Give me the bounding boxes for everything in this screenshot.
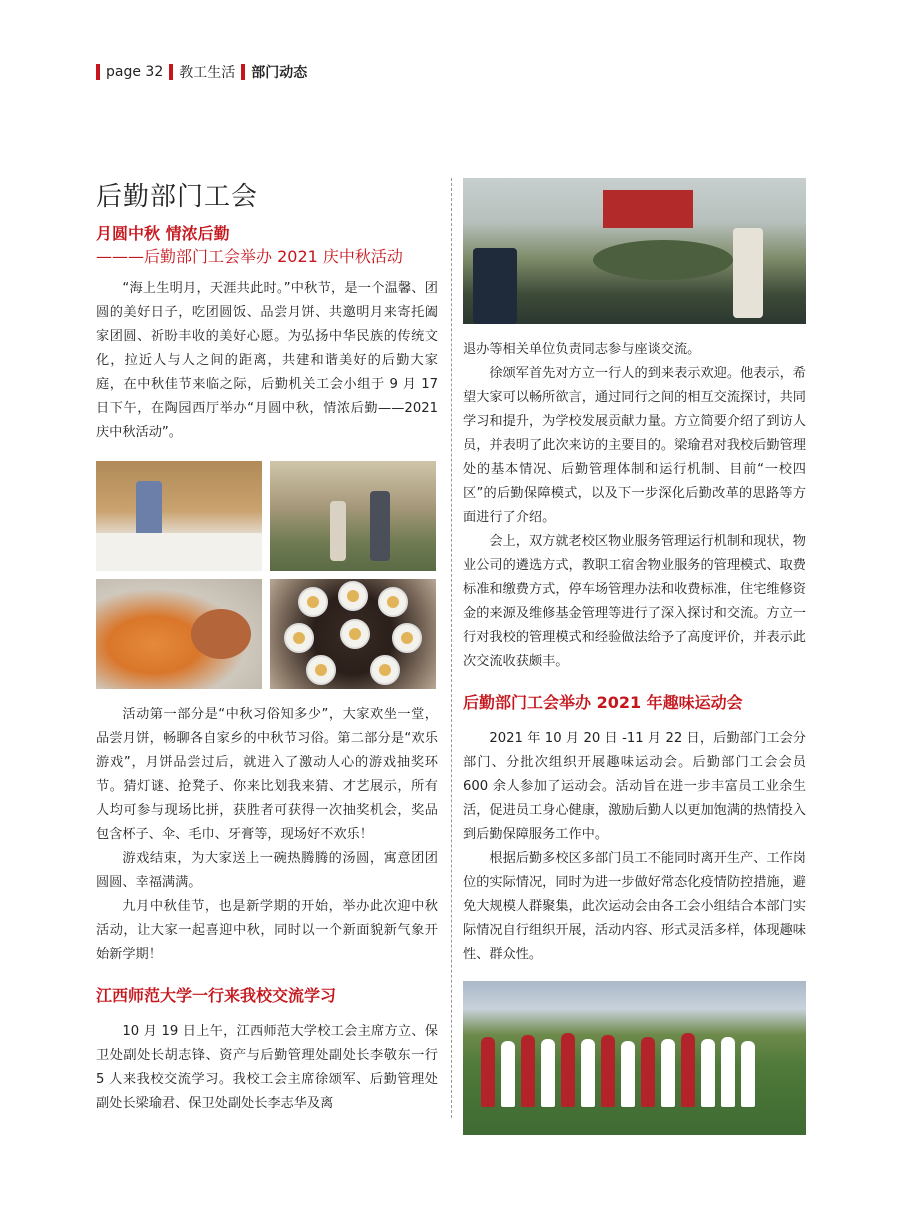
- figure-shape: [370, 491, 390, 561]
- article-heading: 后勤部门工会举办 2021 年趣味运动会: [463, 693, 743, 712]
- person-shape: [701, 1039, 715, 1107]
- bowl-shape: [298, 587, 328, 617]
- paragraph: 根据后勤多校区多部门员工不能同时离开生产、工作岗位的实际情况，同时为进一步做好常态化疫情防控措施，避免大规模人群聚集，此次运动会由各工会小组结合本部门实际情况自行组织开展，活动内容、形式灵活多样，体现趣味性、群众性。: [463, 851, 806, 962]
- bowl-shape: [338, 581, 368, 611]
- section-label: 教工生活: [179, 65, 236, 81]
- column-divider: [451, 178, 452, 1118]
- person-shape: [581, 1039, 595, 1107]
- paragraph: 2021 年 10 月 20 日 -11 月 22 日，后勤部门工会分部门、分批次组织开展趣味运动会。后勤部门工会会员 600 余人参加了运动会。活动旨在进一步丰富员工业余生活，促进员工身心健康，激励后勤人以更加饱满的热情投入到后勤保障服务工作中。: [463, 731, 806, 842]
- right-column: [463, 178, 806, 1135]
- bowl-shape: [340, 619, 370, 649]
- bowl-shape: [306, 655, 336, 685]
- photo-fruit: [96, 579, 262, 689]
- photo-host: [96, 461, 262, 571]
- person-shape: [561, 1033, 575, 1107]
- bowl-shape: [392, 623, 422, 653]
- paragraph: 10 月 19 日上午，江西师范大学校工会主席方立、保卫处副处长胡志锋、资产与后勤管理处副处长李敬东一行 5 人来我校交流学习。我校工会主席徐颂军、后勤管理处副处长梁瑜君、保卫处副处长李志华及离: [96, 1024, 438, 1111]
- paragraph: 九月中秋佳节，也是新学期的开始，举办此次迎中秋活动，让大家一起喜迎中秋，同时以一个新面貌新气象开始新学期！: [96, 899, 438, 962]
- photo-sports-group: [463, 981, 806, 1135]
- paragraph: “海上生明月，天涯共此时。”中秋节，是一个温馨、团圆的美好日子，吃团圆饭、品尝月饼、共邀明月来寄托阖家团圆、祈盼丰收的美好心愿。为弘扬中华民族的传统文化，拉近人与人之间的距离，共建和谐美好的后勤大家庭，在中秋佳节来临之际，后勤机关工会小组于 9 月 17 日下午，在陶园西厅举办“月圆中秋，情浓后勤——2021 庆中秋活动”。: [96, 281, 438, 440]
- mooncake-plate: [191, 609, 251, 659]
- screen-shape: [603, 190, 693, 228]
- person-shape: [601, 1035, 615, 1107]
- bowl-shape: [284, 623, 314, 653]
- person-shape: [621, 1041, 635, 1107]
- left-column: [96, 176, 438, 1116]
- person-shape: [721, 1037, 735, 1107]
- photo-meeting: [463, 178, 806, 324]
- paragraph: 游戏结束，为大家送上一碗热腾腾的汤圆，寓意团团圆圆、幸福满满。: [96, 851, 438, 890]
- page-header: [96, 62, 307, 82]
- person-shape: [521, 1035, 535, 1107]
- figure-shape: [330, 501, 346, 561]
- article-heading: 江西师范大学一行来我校交流学习: [96, 986, 337, 1005]
- paragraph: 退办等相关单位负责同志参与座谈交流。: [463, 342, 701, 357]
- photo-games: [270, 461, 436, 571]
- article-title: 月圆中秋 情浓后勤: [96, 224, 230, 243]
- photo-grid: [96, 461, 438, 689]
- bowl-shape: [378, 587, 408, 617]
- figure-shape: [473, 248, 517, 324]
- article-subtitle: ———后勤部门工会举办 2021 庆中秋活动: [96, 247, 403, 266]
- paragraph: 会上，双方就老校区物业服务管理运行机制和现状，物业公司的遴选方式，教职工宿舍物业服务的管理模式、取费标准和缴费方式，停车场管理办法和收费标准，住宅维修资金的来源及维修基金管理等进行了深入探讨和交流。方立一行对我校的管理模式和经验做法给予了高度评价，并表示此次交流收获颇丰。: [463, 534, 806, 669]
- person-shape: [501, 1041, 515, 1107]
- person-shape: [641, 1037, 655, 1107]
- person-shape: [661, 1039, 675, 1107]
- paragraph: 徐颂军首先对方立一行人的到来表示欢迎。他表示，希望大家可以畅所欲言，通过同行之间的相互交流探讨，共同学习和提升，为学校发展贡献力量。方立简要介绍了到访人员，并表明了此次来访的主要目的。梁瑜君对我校后勤管理处的基本情况、后勤管理体制和运行机制、目前“一校四区”的后勤保障模式，以及下一步深化后勤改革的思路等方面进行了介绍。: [463, 366, 806, 525]
- person-shape: [481, 1037, 495, 1107]
- person-shape: [741, 1041, 755, 1107]
- header-bar: [169, 64, 173, 80]
- person-shape: [681, 1033, 695, 1107]
- table-shape: [96, 533, 262, 571]
- header-bar: [241, 64, 245, 80]
- person-shape: [541, 1039, 555, 1107]
- header-bar: [96, 64, 100, 80]
- subsection-label: 部门动态: [251, 65, 308, 81]
- section-title: 后勤部门工会: [96, 182, 259, 212]
- figure-shape: [733, 228, 763, 318]
- photo-tangyuan: [270, 579, 436, 689]
- table-shape: [593, 240, 733, 280]
- page-number: page 32: [106, 64, 164, 80]
- paragraph: 活动第一部分是“中秋习俗知多少”，大家欢坐一堂，品尝月饼，畅聊各自家乡的中秋节习俗。第二部分是“欢乐游戏”，月饼品尝过后，就进入了激动人心的游戏抽奖环节。猜灯谜、抢凳子、你来比划我来猜、才艺展示，所有人均可参与现场比拼，获胜者可获得一次抽奖机会，奖品包含杯子、伞、毛巾、牙膏等，现场好不欢乐！: [96, 707, 438, 842]
- bowl-shape: [370, 655, 400, 685]
